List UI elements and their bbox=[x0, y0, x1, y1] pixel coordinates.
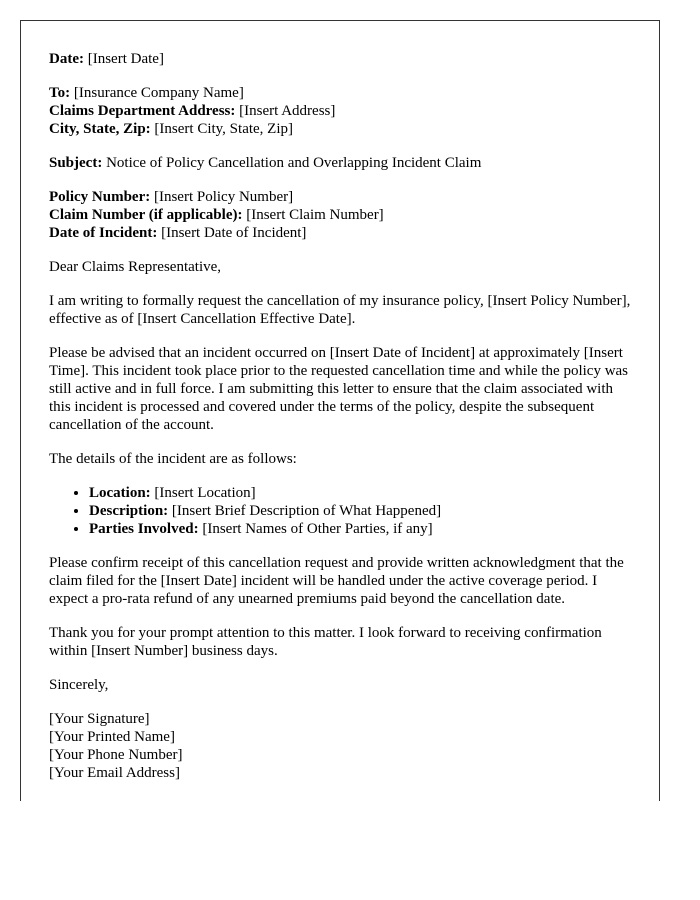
signoff: Sincerely, bbox=[49, 677, 109, 693]
body-paragraph: Please confirm receipt of this cancellation request and provide written acknowledgment that the claim filed for the [Insert Date] incident will be handled under the active coverage period. I expect a pro-rata refund of any unearned premiums paid beyond the cancellation date. bbox=[49, 555, 624, 607]
recipient-block: To: [Insurance Company Name] Claims Department Address: [Insert Address] City, State, Zip: [Insert City, State, Zip] bbox=[49, 85, 336, 137]
body-paragraph: Please be advised that an incident occurred on [Insert Date of Incident] at approximately [Insert Time]. This incident took place prior to the requested cancellation time and while the policy was still active and in full force. I am submitting this letter to ensure that the claim associated with this incident is processed and covered under the terms of the policy, despite the subsequent cancellation of the account. bbox=[49, 345, 629, 433]
body-paragraph: Thank you for your prompt attention to this matter. I look forward to receiving confirmation within [Insert Number] business days. bbox=[49, 625, 602, 659]
list-item: • Location: [Insert Location] bbox=[89, 484, 631, 502]
list-item: • Parties Involved: [Insert Names of Other Parties, if any] bbox=[89, 520, 631, 538]
body-paragraph: The details of the incident are as follows: bbox=[49, 451, 297, 467]
date-line: Date: [Insert Date] bbox=[49, 51, 164, 67]
body-paragraph: I am writing to formally request the cancellation of my insurance policy, [Insert Policy Number], effective as of [Insert Cancellation Effective Date]. bbox=[49, 293, 631, 327]
reference-block: Policy Number: [Insert Policy Number] Claim Number (if applicable): [Insert Claim Number] Date of Incident: [Insert Date of Incident] bbox=[49, 189, 384, 241]
salutation: Dear Claims Representative, bbox=[49, 259, 222, 275]
subject-line: Subject: Notice of Policy Cancellation and Overlapping Incident Claim bbox=[49, 155, 482, 171]
signature-block: [Your Signature] [Your Printed Name] [Your Phone Number] [Your Email Address] bbox=[49, 711, 183, 781]
letter-page bbox=[20, 20, 660, 801]
list-item: • Description: [Insert Brief Description of What Happened] bbox=[89, 502, 631, 520]
incident-details-list bbox=[49, 484, 631, 538]
